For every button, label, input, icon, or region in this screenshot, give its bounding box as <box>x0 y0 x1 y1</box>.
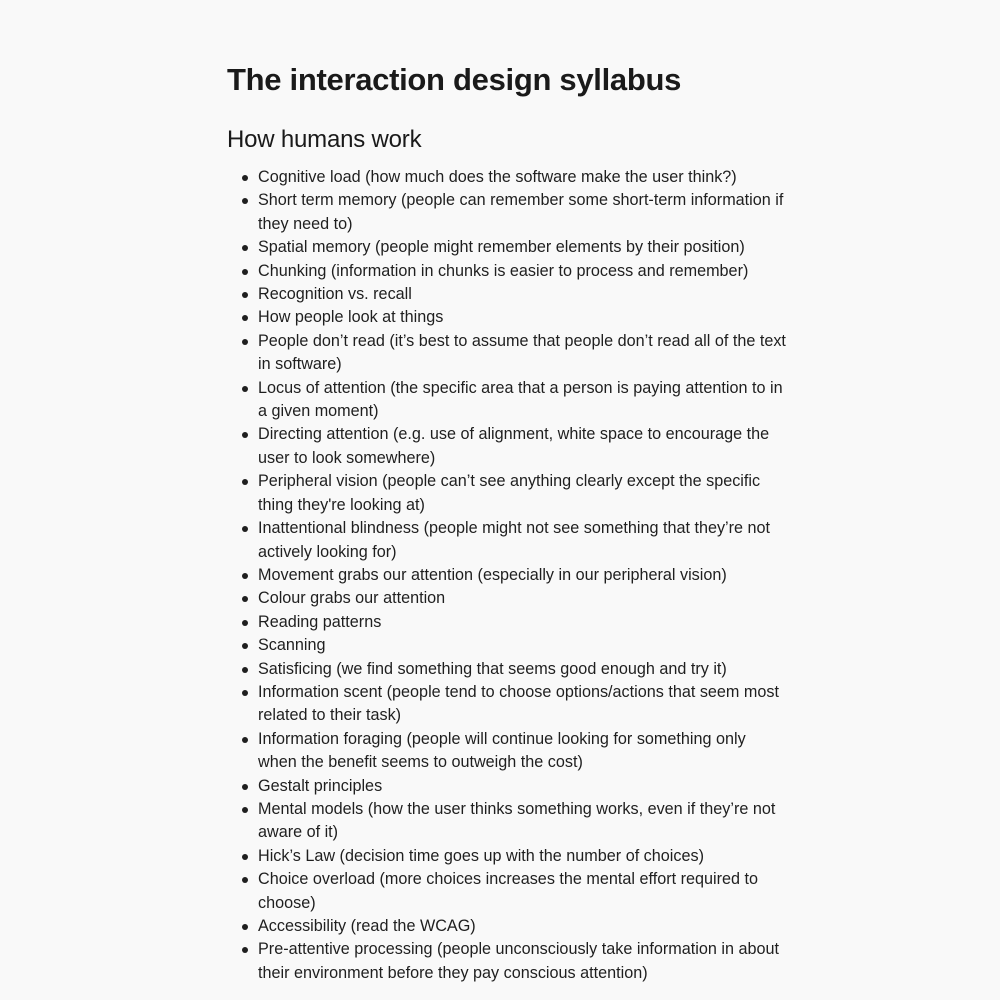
list-item: Information foraging (people will continue looking for something only when the benefit seems to outweigh the cost) <box>258 728 787 775</box>
list-item: Hick’s Law (decision time goes up with the number of choices) <box>258 845 787 868</box>
list-item: Pre-attentive processing (people unconsciously take information in about their environment before they pay conscious attention) <box>258 938 787 985</box>
list-item: Information scent (people tend to choose options/actions that seem most related to their task) <box>258 681 787 728</box>
list-item: Scanning <box>258 634 787 657</box>
list-item: Peripheral vision (people can’t see anything clearly except the specific thing they're looking at) <box>258 470 787 517</box>
list-item: Recognition vs. recall <box>258 283 787 306</box>
list-item: Directing attention (e.g. use of alignment, white space to encourage the user to look somewhere) <box>258 423 787 470</box>
list-item: Gestalt principles <box>258 775 787 798</box>
page-title: The interaction design syllabus <box>227 62 682 97</box>
list-item: Spatial memory (people might remember elements by their position) <box>258 236 787 259</box>
list-item: Mental models (how the user thinks something works, even if they’re not aware of it) <box>258 798 787 845</box>
list-item: Satisficing (we find something that seems good enough and try it) <box>258 658 787 681</box>
list-item: Movement grabs our attention (especially in our peripheral vision) <box>258 564 787 587</box>
article-content <box>227 58 787 985</box>
list-item: Colour grabs our attention <box>258 587 787 610</box>
list-item: Cognitive load (how much does the software make the user think?) <box>258 166 787 189</box>
topic-list <box>227 166 787 985</box>
list-item: Locus of attention (the specific area that a person is paying attention to in a given moment) <box>258 377 787 424</box>
list-item: Chunking (information in chunks is easier to process and remember) <box>258 260 787 283</box>
section-heading: How humans work <box>227 126 422 153</box>
list-item: Choice overload (more choices increases the mental effort required to choose) <box>258 868 787 915</box>
list-item: Reading patterns <box>258 611 787 634</box>
list-item: People don’t read (it’s best to assume that people don’t read all of the text in software) <box>258 330 787 377</box>
list-item: Inattentional blindness (people might not see something that they’re not actively looking for) <box>258 517 787 564</box>
list-item: Accessibility (read the WCAG) <box>258 915 787 938</box>
list-item: How people look at things <box>258 306 787 329</box>
list-item: Short term memory (people can remember some short-term information if they need to) <box>258 189 787 236</box>
